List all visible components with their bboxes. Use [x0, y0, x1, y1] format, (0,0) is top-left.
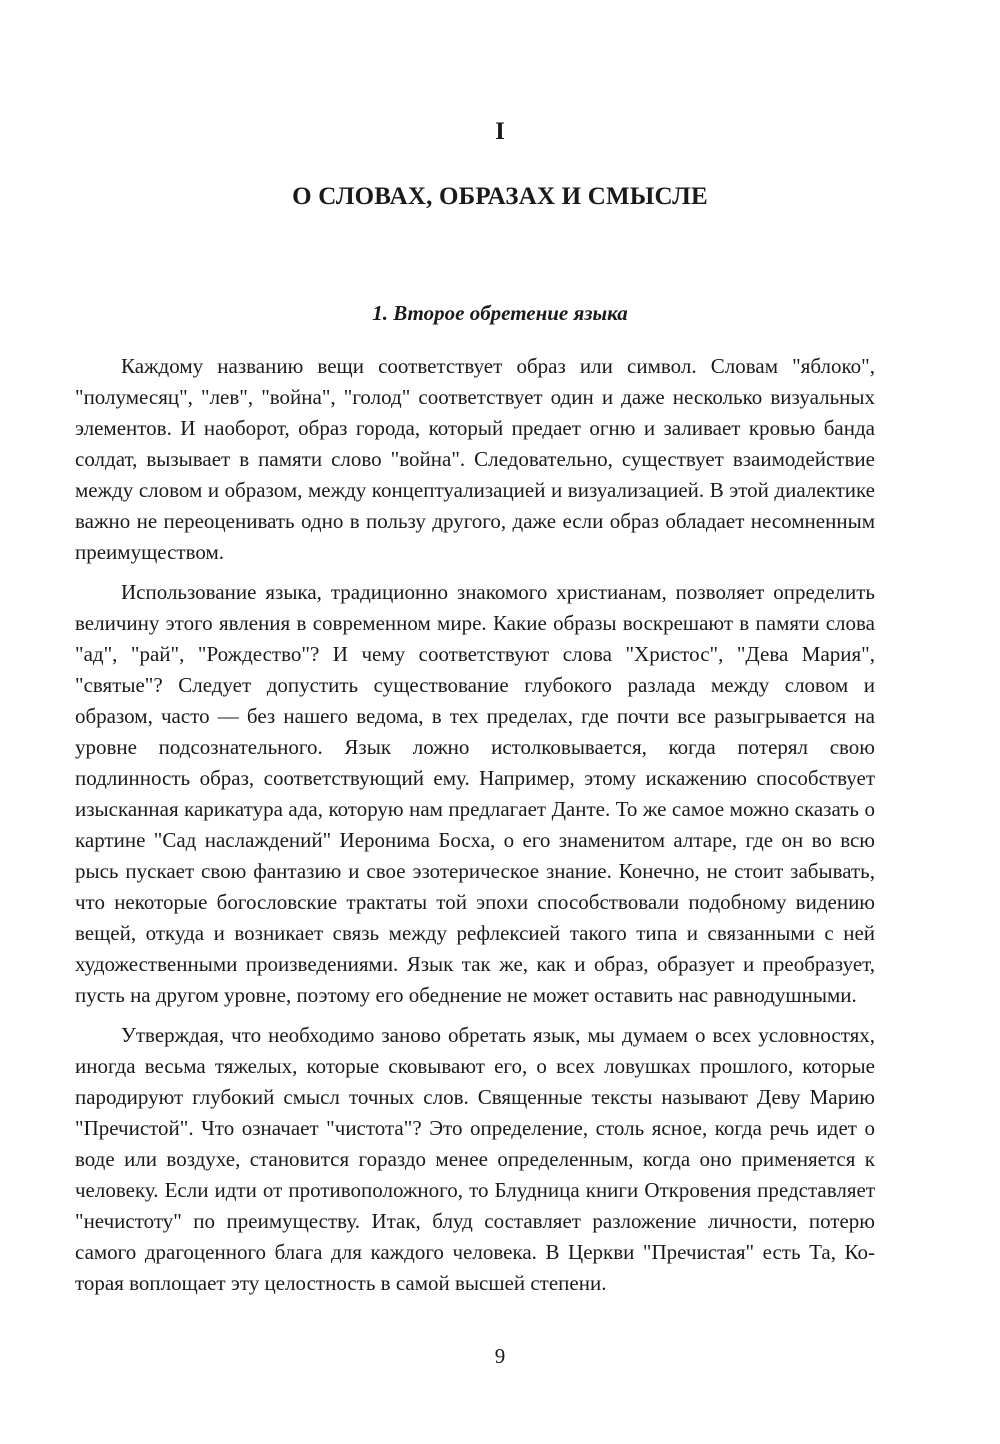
paragraph-1: Каждому названию вещи соответствует образ или символ. Словам "яблоко", "полумесяц", "лев", "война", "голод" соответствует один и даже несколько визуальных элементов. И наоборот, образ города, который предает огню и заливает кровью банда солдат, вызывает в памяти слово "война". Следовательно, существует взаимодействие между словом и образом, между концептуализацией и визуализацией. В этой диалектике важно не переоценивать одно в пользу другого, даже если образ обладает несомненным преимуществом.: [75, 354, 875, 564]
paragraph-2: Использование языка, традиционно знакомого христианам, позволяет определить величину этого явления в современном мире. Какие образы воскрешают в памяти слова "ад", "рай", "Рождество"? И чему соответствуют слова "Христос", "Дева Мария", "святые"? Следует допустить существование глубокого разлада между словом и образом, часто — без нашего ведома, в тех пределах, где почти все разыгрывается на уровне подсознательного. Язык ложно истолковывается, когда потерял свою подлинность образ, соответствующий ему. Например, этому искажению способствует изысканная карикатура ада, которую нам предлагает Данте. То же самое можно сказать о картине "Сад наслаждений" Иеронима Босха, о его знаменитом алтаре, где он во всю рысь пускает свою фантазию и свое эзотерическое знание. Конечно, не стоит забывать, что некоторые богословские трактаты той эпохи способствовали подобному видению вещей, откуда и возникает связь между рефлексией такого типа и связанными с ней художественными произведениями. Язык так же, как и образ, образует и преобразует, пусть на другом уровне, поэтому его обеднение не может оставить нас равнодушными.: [75, 580, 875, 1007]
page-number: 9: [494, 1344, 506, 1368]
section-title: 1. Второе обретение языка: [372, 301, 628, 325]
chapter-title: О СЛОВАХ, ОБРАЗАХ И СМЫСЛЕ: [292, 183, 708, 210]
paragraph-3: Утверждая, что необходимо заново обретать язык, мы думаем о всех условностях, иногда весьма тяжелых, которые сковывают его, о всех ловушках прошлого, которые пародируют глубокий смысл точных слов. Священные тексты называют Деву Марию "Пречистой". Что означает "чистота"? Это определение, столь ясное, когда речь идет о воде или воздухе, становится гораздо менее определенным, когда оно применяется к человеку. Если идти от противоположного, то Блудница книги Откровения представляет "нечистоту" по преимуществу. Итак, блуд составляет разложение личности, потерю самого драгоценного блага для каждого человека. В Церкви "Пречистая" есть Та, Которая воплощает эту целостность в самой высшей степени.: [75, 1023, 875, 1295]
body-text: [75, 351, 875, 1308]
chapter-number: I: [495, 118, 505, 145]
